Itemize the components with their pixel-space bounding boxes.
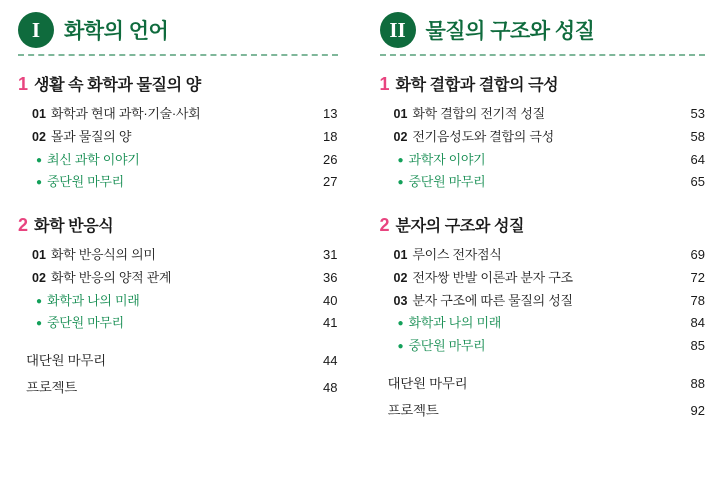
entry-page: 40	[323, 292, 338, 308]
chapter-header	[380, 72, 706, 95]
entry-page: 78	[690, 292, 705, 308]
entry-title: 대단원 마무리	[387, 376, 468, 391]
entry-page: 64	[690, 151, 705, 167]
entry-page: 48	[323, 380, 338, 396]
toc-entry[interactable]	[18, 171, 338, 193]
chapter-title: 분자의 구조와 성질	[395, 218, 525, 236]
entry-page: 36	[323, 269, 338, 285]
unit-badge-1: I	[18, 12, 54, 48]
entry-title: 과학자 이야기	[408, 152, 486, 167]
unit-header-1	[18, 12, 338, 48]
entry-page: 41	[323, 314, 338, 330]
unit-tail-2	[380, 371, 706, 425]
entry-page: 44	[323, 353, 338, 369]
chapter-1-1	[18, 72, 338, 193]
entry-title: 분자 구조에 따른 물질의 성질	[412, 293, 573, 308]
bullet-icon: ●	[36, 176, 43, 188]
toc-entry[interactable]	[18, 348, 338, 375]
entry-page: 18	[323, 128, 338, 144]
unit-badge-2: II	[380, 12, 416, 48]
entry-title: 최신 과학 이야기	[47, 152, 140, 167]
entry-title: 전기음성도와 결합의 극성	[412, 129, 554, 144]
entry-title: 화학과 나의 미래	[408, 316, 501, 331]
entry-page: 53	[690, 106, 705, 121]
entry-page: 84	[690, 315, 705, 331]
toc-entry[interactable]	[380, 171, 706, 193]
entry-title: 화학과 나의 미래	[47, 293, 140, 308]
entry-page: 58	[690, 128, 705, 144]
chapter-1-2	[18, 213, 338, 334]
entry-title: 몰과 물질의 양	[50, 129, 132, 144]
toc-entry[interactable]	[18, 103, 338, 126]
unit-divider-1	[18, 54, 338, 56]
entry-page: 88	[690, 375, 705, 391]
toc-entry[interactable]	[380, 244, 706, 267]
chapter-2-2	[380, 213, 706, 357]
toc-entry[interactable]	[18, 312, 338, 334]
entry-page: 27	[323, 173, 338, 189]
entry-number: 02	[32, 129, 46, 144]
chapter-number: 2	[379, 215, 390, 236]
toc-entry[interactable]	[380, 267, 706, 290]
entry-title: 전자쌍 반발 이론과 분자 구조	[412, 270, 573, 285]
entry-number: 02	[32, 270, 46, 285]
unit-header-2	[380, 12, 706, 48]
entry-title: 화학과 현대 과학·기술·사회	[50, 107, 201, 121]
bullet-icon: ●	[397, 176, 404, 188]
entry-number: 01	[32, 107, 46, 121]
chapter-title: 생활 속 화학과 물질의 양	[34, 77, 201, 94]
toc-entry[interactable]	[380, 335, 706, 357]
entry-page: 92	[690, 402, 705, 418]
chapter-title: 화학 반응식	[34, 218, 114, 236]
entry-page: 72	[690, 269, 705, 285]
chapter-header	[380, 213, 706, 236]
toc-entry[interactable]	[380, 126, 706, 149]
bullet-icon: ●	[36, 154, 43, 166]
chapter-number: 1	[18, 74, 29, 94]
toc-entry[interactable]	[380, 312, 706, 334]
unit-title-2: 물질의 구조와 성질	[425, 20, 595, 43]
bullet-icon: ●	[36, 295, 43, 307]
entry-title: 중단원 마무리	[408, 338, 486, 353]
chapter-number: 1	[379, 74, 390, 94]
toc-entry[interactable]	[380, 398, 706, 425]
chapter-title: 화학 결합과 결합의 극성	[395, 77, 559, 94]
entry-page: 26	[323, 151, 338, 167]
entry-title: 대단원 마무리	[26, 354, 106, 369]
toc-entry[interactable]	[18, 267, 338, 290]
chapter-2-1	[380, 72, 706, 193]
entry-number: 01	[32, 248, 46, 263]
entry-page: 31	[323, 247, 338, 263]
chapter-header	[18, 213, 338, 236]
entry-title: 화학 반응의 양적 관계	[50, 270, 172, 285]
toc-entry[interactable]	[380, 290, 706, 313]
bullet-icon: ●	[397, 154, 404, 166]
entry-title: 화학 결합의 전기적 성질	[412, 107, 545, 121]
entry-page: 65	[690, 173, 705, 189]
entry-number: 01	[393, 107, 408, 121]
entry-number: 02	[393, 129, 408, 144]
entry-title: 루이스 전자점식	[412, 248, 502, 263]
entry-title: 중단원 마무리	[47, 174, 124, 189]
entry-number: 03	[393, 293, 408, 308]
toc-entry[interactable]	[18, 375, 338, 402]
toc-entry[interactable]	[18, 149, 338, 171]
entry-page: 69	[690, 247, 705, 263]
toc-entry[interactable]	[380, 371, 706, 398]
unit-column-2	[362, 12, 706, 489]
unit-tail-1	[18, 348, 338, 402]
toc-entry[interactable]	[380, 103, 706, 126]
bullet-icon: ●	[397, 318, 404, 330]
entry-title: 프로젝트	[26, 381, 77, 396]
toc-entry[interactable]	[18, 290, 338, 312]
chapter-header	[18, 72, 338, 95]
entry-title: 화학 반응식의 의미	[50, 248, 156, 263]
bullet-icon: ●	[36, 317, 43, 329]
entry-page: 85	[690, 337, 705, 353]
toc-entry[interactable]	[18, 126, 338, 149]
entry-title: 프로젝트	[387, 403, 439, 418]
unit-title-1: 화학의 언어	[64, 20, 169, 43]
bullet-icon: ●	[397, 340, 404, 352]
entry-number: 02	[393, 270, 408, 285]
toc-entry[interactable]	[380, 149, 706, 171]
chapter-number: 2	[18, 215, 29, 236]
entry-title: 중단원 마무리	[408, 174, 486, 189]
unit-column-1	[18, 12, 362, 489]
unit-divider-2	[380, 54, 706, 56]
entry-number: 01	[393, 248, 408, 263]
entry-page: 13	[323, 106, 338, 121]
entry-title: 중단원 마무리	[47, 315, 124, 330]
toc-entry[interactable]	[18, 244, 338, 267]
